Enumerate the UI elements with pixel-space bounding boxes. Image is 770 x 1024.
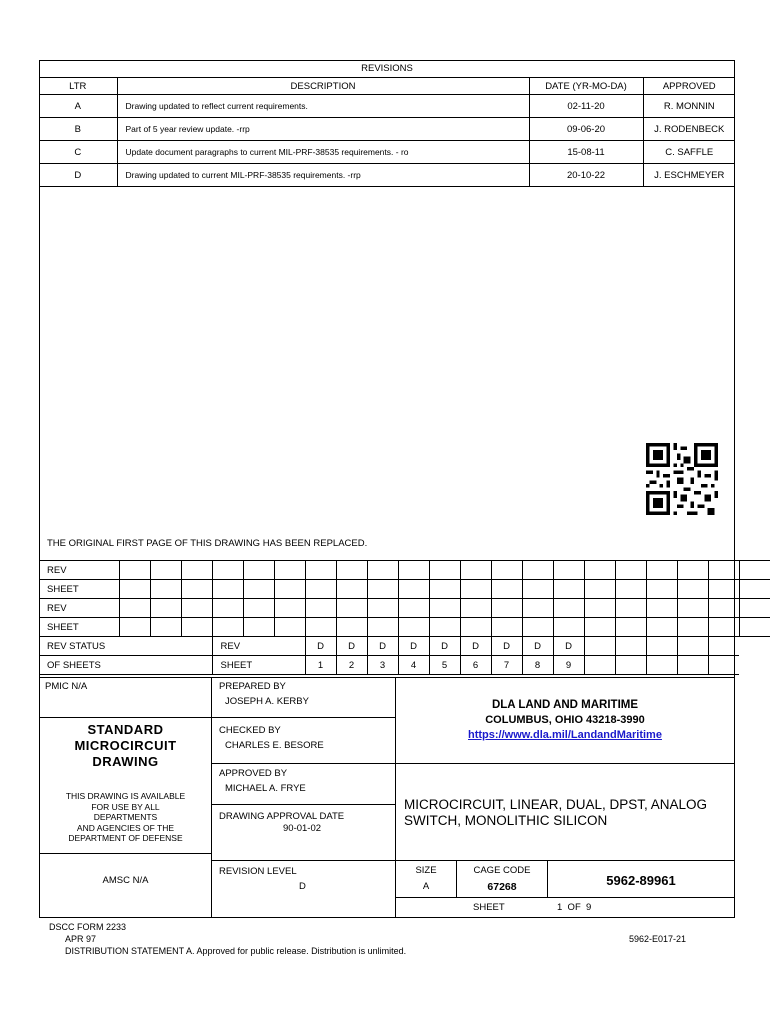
- availability-line: THIS DRAWING IS AVAILABLE: [65, 791, 186, 801]
- lower-sheet-row: [39, 618, 770, 637]
- standard-line: MICROCIRCUIT: [74, 738, 177, 753]
- sheet-number-cell: 6: [460, 656, 491, 675]
- pmic-label: PMIC N/A: [45, 681, 88, 692]
- sheet-number-cell: 5: [429, 656, 460, 675]
- rev-status-cell: D: [522, 637, 553, 656]
- rev-status-cell: D: [336, 637, 367, 656]
- rev-status-cell: D: [553, 637, 584, 656]
- agency-url-link[interactable]: https://www.dla.mil/LandandMaritime: [468, 729, 662, 741]
- rev-status-row: [39, 637, 770, 656]
- approval-date-value: 90-01-02: [283, 823, 322, 834]
- rev-status-grid: [39, 560, 770, 675]
- form-number: DSCC FORM 2233: [49, 922, 127, 932]
- rev-status-cell: D: [460, 637, 491, 656]
- rev-status-cell: D: [305, 637, 336, 656]
- revision-description: Update document paragraphs to current MIL-PRF-38535 requirements. - ro: [117, 141, 529, 164]
- sheet-number-cell: 4: [398, 656, 429, 675]
- rev-status-cell: D: [429, 637, 460, 656]
- rev-status-label: REV STATUS: [39, 637, 212, 656]
- rev-status-rev-label: REV: [212, 637, 305, 656]
- revision-ltr: C: [39, 141, 117, 164]
- upper-sheet-row: [39, 580, 770, 599]
- drawing-title-line: SWITCH, MONOLITHIC SILICON: [404, 813, 608, 828]
- sheet-number-cell: 8: [522, 656, 553, 675]
- availability-line: FOR USE BY ALL: [91, 801, 160, 812]
- revision-level-value: D: [299, 881, 306, 892]
- distribution-statement: DISTRIBUTION STATEMENT A. Approved for public release. Distribution is unlimited.: [65, 946, 407, 956]
- standard-line: DRAWING: [92, 754, 159, 769]
- size-label: SIZE: [415, 865, 437, 876]
- drawing-title: [404, 797, 707, 829]
- revision-row: [39, 141, 735, 164]
- standard-line: STANDARD: [87, 722, 164, 737]
- sheet-label: SHEET: [473, 902, 505, 913]
- ltr-header: LTR: [39, 78, 117, 95]
- availability-line: AND AGENCIES OF THE: [76, 822, 175, 833]
- revision-description: Part of 5 year review update. -rrp: [117, 118, 529, 141]
- divider: [39, 853, 212, 854]
- cage-code-label: CAGE CODE: [473, 865, 531, 876]
- revision-date: 02-11-20: [529, 95, 643, 118]
- agency-address: COLUMBUS, OHIO 43218-3990: [485, 714, 645, 726]
- agency-name: DLA LAND AND MARITIME: [491, 699, 639, 711]
- standard-microcircuit-drawing-title: [39, 722, 212, 770]
- size-value: A: [422, 881, 430, 892]
- revision-description: Drawing updated to current MIL-PRF-38535 requirements. -rrp: [117, 164, 529, 187]
- rev-label: REV: [39, 599, 119, 618]
- revision-ltr: B: [39, 118, 117, 141]
- checked-by-name: CHARLES E. BESORE: [225, 740, 324, 751]
- revision-row: [39, 164, 735, 187]
- drawing-number: 5962-89961: [606, 873, 676, 888]
- approval-date-label: DRAWING APPROVAL DATE: [219, 811, 345, 822]
- lower-rev-row: [39, 599, 770, 618]
- of-sheets-sheet-label: SHEET: [212, 656, 305, 675]
- cage-code-value: 67268: [487, 881, 517, 893]
- divider: [39, 717, 212, 718]
- revision-approved: J. RODENBECK: [643, 118, 735, 141]
- revisions-table: [39, 60, 735, 187]
- original-page-note: THE ORIGINAL FIRST PAGE OF THIS DRAWING HAS BEEN REPLACED.: [47, 538, 368, 549]
- approved-by-label: APPROVED BY: [219, 768, 288, 779]
- sheet-number-cell: 2: [336, 656, 367, 675]
- availability-note: [39, 791, 212, 844]
- revision-date: 09-06-20: [529, 118, 643, 141]
- qr-code-icon: [646, 442, 718, 516]
- approved-header: APPROVED: [643, 78, 735, 95]
- availability-line: DEPARTMENT OF DEFENSE: [68, 833, 183, 843]
- revision-approved: C. SAFFLE: [643, 141, 735, 164]
- sheet-number-cell: 9: [553, 656, 584, 675]
- document-code: 5962-E017-21: [629, 934, 687, 944]
- revision-approved: R. MONNIN: [643, 95, 735, 118]
- of-sheets-label: OF SHEETS: [39, 656, 212, 675]
- sheet-of-value: 1 OF 9: [557, 902, 592, 913]
- upper-rev-row: [39, 561, 770, 580]
- of-sheets-row: [39, 656, 770, 675]
- rev-status-cell: D: [491, 637, 522, 656]
- sheet-number-cell: 3: [367, 656, 398, 675]
- availability-line: DEPARTMENTS: [93, 812, 158, 822]
- revision-ltr: D: [39, 164, 117, 187]
- sheet-label: SHEET: [39, 618, 119, 637]
- revision-row: [39, 118, 735, 141]
- amsc-label: AMSC N/A: [102, 875, 149, 886]
- rev-status-cell: D: [398, 637, 429, 656]
- rev-status-cell: D: [367, 637, 398, 656]
- prepared-by-name: JOSEPH A. KERBY: [225, 696, 309, 707]
- form-date: APR 97: [65, 934, 97, 944]
- description-header: DESCRIPTION: [117, 78, 529, 95]
- sheet-number-cell: 1: [305, 656, 336, 675]
- revisions-title: REVISIONS: [39, 60, 735, 78]
- revision-date: 15-08-11: [529, 141, 643, 164]
- revision-date: 20-10-22: [529, 164, 643, 187]
- rev-label: REV: [39, 561, 119, 580]
- revision-row: [39, 95, 735, 118]
- approved-by-name: MICHAEL A. FRYE: [225, 783, 306, 794]
- revision-description: Drawing updated to reflect current requirements.: [117, 95, 529, 118]
- prepared-by-label: PREPARED BY: [219, 681, 286, 692]
- sheet-number-cell: 7: [491, 656, 522, 675]
- revision-approved: J. ESCHMEYER: [643, 164, 735, 187]
- checked-by-label: CHECKED BY: [219, 725, 281, 736]
- date-header: DATE (YR-MO-DA): [529, 78, 643, 95]
- sheet-label: SHEET: [39, 580, 119, 599]
- revision-level-label: REVISION LEVEL: [219, 866, 297, 877]
- revision-ltr: A: [39, 95, 117, 118]
- drawing-title-line: MICROCIRCUIT, LINEAR, DUAL, DPST, ANALOG: [404, 797, 708, 812]
